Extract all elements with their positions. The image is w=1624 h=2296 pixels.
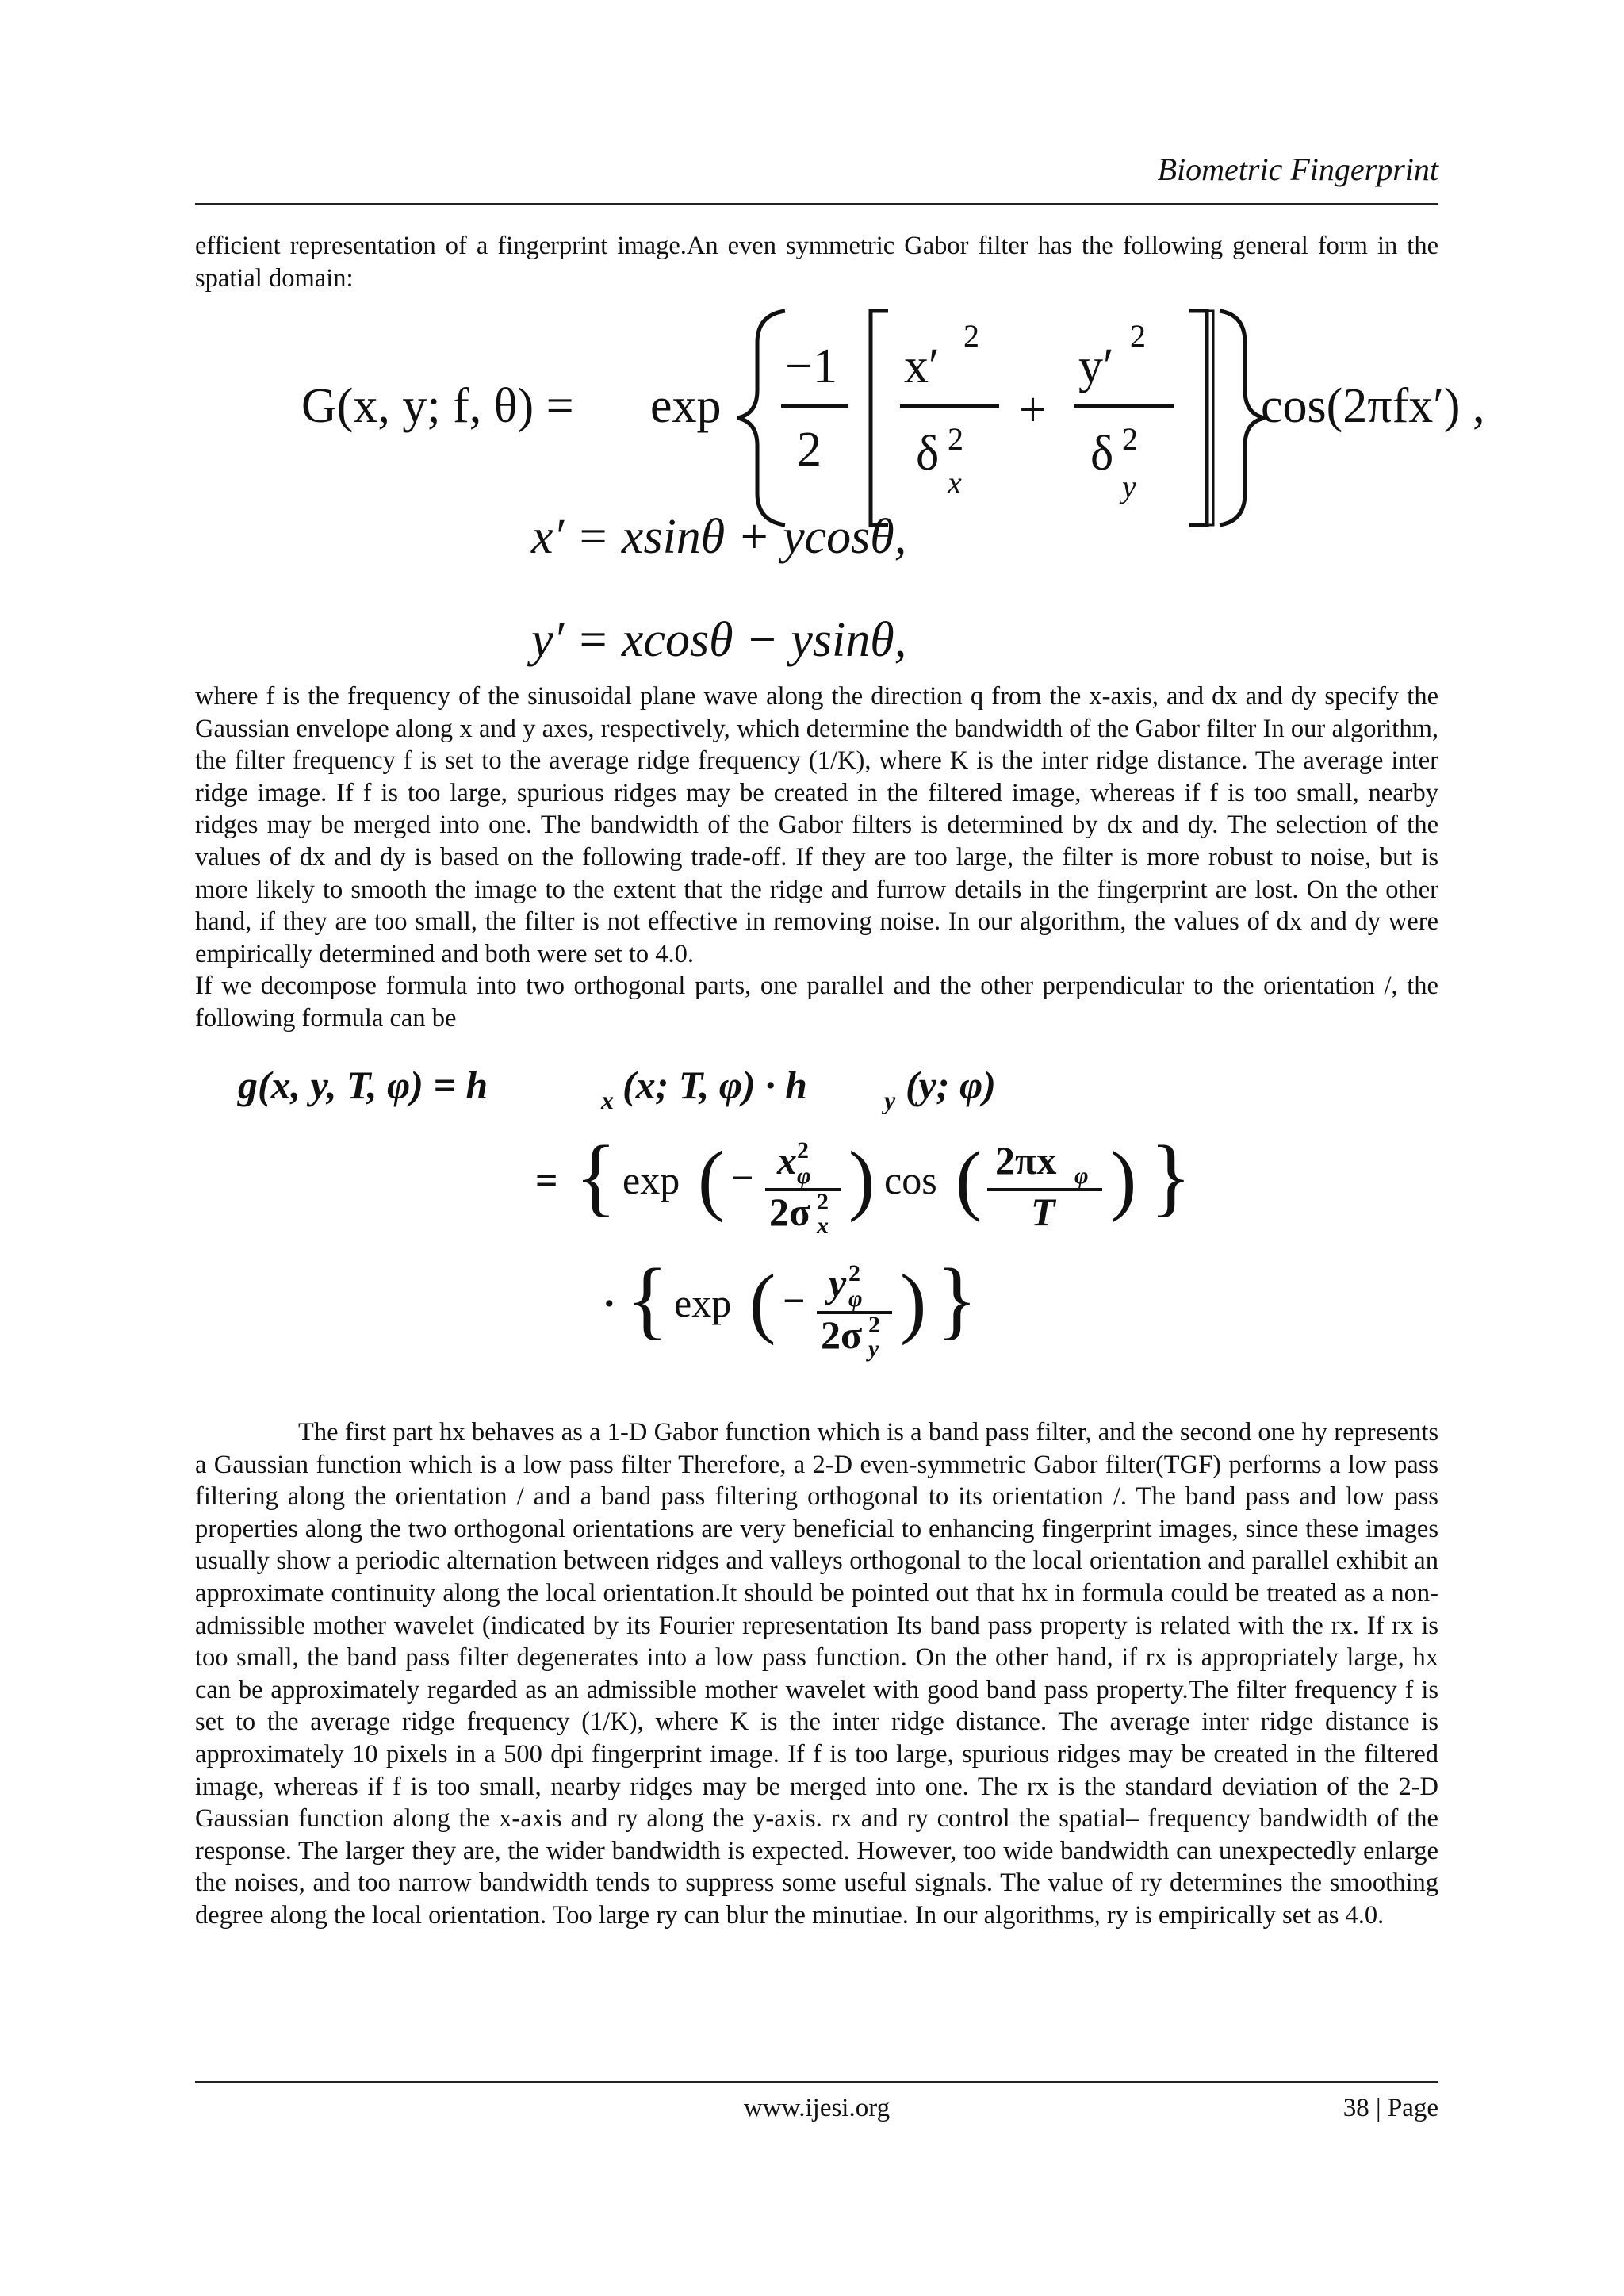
svg-text:): )	[1110, 1135, 1137, 1223]
header-title: Biometric Fingerprint	[1157, 151, 1438, 187]
eq1-yprime-def: y′ = xcosθ − ysinθ,	[531, 613, 907, 667]
page-number: 38 | Page	[1342, 2094, 1438, 2122]
eq1-xprime-sq: 2	[963, 318, 979, 354]
eq1-yprime: y′	[1078, 339, 1114, 393]
eq2-hy-args: (y; φ)	[906, 1063, 996, 1107]
eq2-exp2: exp	[674, 1281, 732, 1325]
eq1-exp: exp	[650, 379, 722, 433]
eq2-exp1: exp	[622, 1158, 680, 1202]
eq1-cos-term: cos(2πfx′) ,	[1261, 379, 1485, 433]
eq2-eq-sign: =	[535, 1158, 558, 1202]
eq2-lhs: g(x, y, T, φ) = h	[238, 1063, 488, 1107]
intro-text: efficient representation of a fingerprint image.An even symmetric Gabor filter has the following general form in the spatial domain:	[195, 232, 1438, 293]
para2-text2: If we decompose formula into two orthogonal parts, one parallel and the other perpendicular to the orientation /, the following formula can be	[195, 972, 1438, 1033]
eq1-delta-y: δ	[1090, 427, 1114, 481]
eq2-den1-sq: 2	[817, 1189, 829, 1215]
eq2-num1-sub: φ	[797, 1163, 811, 1189]
eq2-num1-sq: 2	[797, 1137, 809, 1163]
svg-text:(: (	[698, 1135, 725, 1223]
eq2-den3-sub: y	[868, 1336, 879, 1362]
body-paragraph-3	[195, 1416, 1438, 1932]
eq2-num2-sub: φ	[1074, 1163, 1089, 1189]
svg-text:): )	[848, 1135, 875, 1223]
eq2-num3: y	[829, 1261, 847, 1305]
intro-paragraph	[195, 230, 1438, 294]
decomposed-gabor-equation	[238, 1055, 1427, 1372]
svg-text:}: }	[1150, 1128, 1192, 1225]
eq1-sub-x: x	[948, 465, 962, 500]
svg-text:(: (	[956, 1135, 982, 1223]
footer-url: www.ijesi.org	[743, 2094, 891, 2122]
eq1-lhs: G(x, y; f, θ) =	[301, 379, 574, 433]
svg-text:{: {	[626, 1251, 668, 1347]
eq2-den3: 2σ	[821, 1313, 863, 1357]
eq1-sub-y: y	[1122, 469, 1136, 504]
svg-text:−: −	[731, 1156, 754, 1200]
eq2-hx-args: (x; T, φ) · h	[622, 1063, 807, 1107]
svg-text:(: (	[749, 1258, 776, 1346]
svg-text:−: −	[783, 1278, 806, 1323]
page-footer	[195, 2081, 1438, 2138]
eq1-minus-one: −1	[785, 339, 837, 393]
svg-text:}: }	[936, 1251, 978, 1347]
eq1-xprime-def: x′ = xsinθ + ycosθ,	[531, 510, 907, 564]
body-paragraph-2	[195, 680, 1438, 1035]
eq2-cos: cos	[884, 1158, 937, 1202]
para2-text: where f is the frequency of the sinusoidal plane wave along the direction q from the x-axis, and dx and dy specify the Gaussian envelope along x and y axes, respectively, which determine the bandwidth of the Gabor filter In our algorithm, the filter frequency f is set to the average ridge frequency (1/K), where K is the inter ridge distance. The average inter ridge image. If f is too large, spurious ridges may be created in the filtered image, whereas if f is too small, nearby ridges may be merged into one. The bandwidth of the Gabor filters is determined by dx and dy. The selection of the values of dx and dy is based on the following trade-off. If they are too large, the filter is more robust to noise, but is more likely to smooth the image to the extent that the ridge and furrow details in the fingerprint are lost. On the other hand, if they are too small, the filter is not effective in removing noise. In our algorithm, the values of dx and dy were empirically determined and both were set to 4.0.	[195, 682, 1438, 968]
eq2-den2: T	[1031, 1190, 1055, 1234]
svg-text:{: {	[575, 1128, 617, 1225]
eq2-den3-sq: 2	[868, 1312, 880, 1338]
gabor-filter-equation	[301, 295, 1485, 676]
eq2-num3-sq: 2	[848, 1260, 860, 1286]
svg-text:+: +	[1019, 383, 1047, 437]
eq2-num2: 2πx	[995, 1138, 1057, 1182]
svg-text:): )	[900, 1258, 927, 1346]
eq1-two: 2	[797, 423, 822, 477]
eq1-delta-x-sq: 2	[948, 421, 963, 457]
para3-text: The first part hx behaves as a 1-D Gabor function which is a band pass filter, and the second one hy represents a Gaussian function which is a low pass filter Therefore, a 2-D even-symmetric Gabor filter(TGF) performs a low pass filtering along the orientation / and a band pass filtering orthogonal to its orientation /. The band pass and low pass properties along the two orthogonal orientations are very beneficial to enhancing fingerprint images, since these images usually show a periodic alternation between ridges and valleys orthogonal to the local orientation and parallel exhibit an approximate continuity along the local orientation.It should be pointed out that hx in formula could be treated as a non-admissible mother wavelet (indicated by its Fourier representation Its band pass property is related with the rx. If rx is too small, the band pass filter degenerates into a low pass function. On the other hand, if rx is appropriately large, hx can be approximately regarded as an admissible mother wavelet with good band pass property.The filter frequency f is set to the average ridge frequency (1/K), where K is the inter ridge distance. The average inter ridge distance is approximately 10 pixels in a 500 dpi fingerprint image. If f is too large, spurious ridges may be created in the filtered image, whereas if f is too small, nearby ridges may be merged into one. The rx is the standard deviation of the 2-D Gaussian function along the x-axis and ry along the y-axis. rx and ry control the spatial– frequency bandwidth of the response. The larger they are, the wider bandwidth is expected. However, too wide bandwidth can unexpectedly enlarge the noises, and too narrow bandwidth tends to suppress some useful signals. The value of ry determines the smoothing degree along the local orientation. Too large ry can blur the minutiae. In our algorithms, ry is empirically set as 4.0.	[195, 1418, 1438, 1930]
eq2-den1: 2σ	[769, 1190, 811, 1234]
eq2-sub-y: y	[884, 1086, 896, 1114]
eq2-num3-sub: φ	[848, 1286, 863, 1312]
eq2-dot: ·	[603, 1281, 616, 1325]
eq2-sub-x: x	[601, 1086, 614, 1114]
running-header	[195, 151, 1438, 205]
eq2-den1-sub: x	[817, 1213, 829, 1239]
eq2-num1: x	[777, 1138, 797, 1182]
eq1-delta-x: δ	[916, 427, 940, 481]
eq1-delta-y-sq: 2	[1122, 421, 1138, 457]
eq1-yprime-sq: 2	[1130, 318, 1146, 354]
eq1-xprime: x′	[904, 339, 940, 393]
